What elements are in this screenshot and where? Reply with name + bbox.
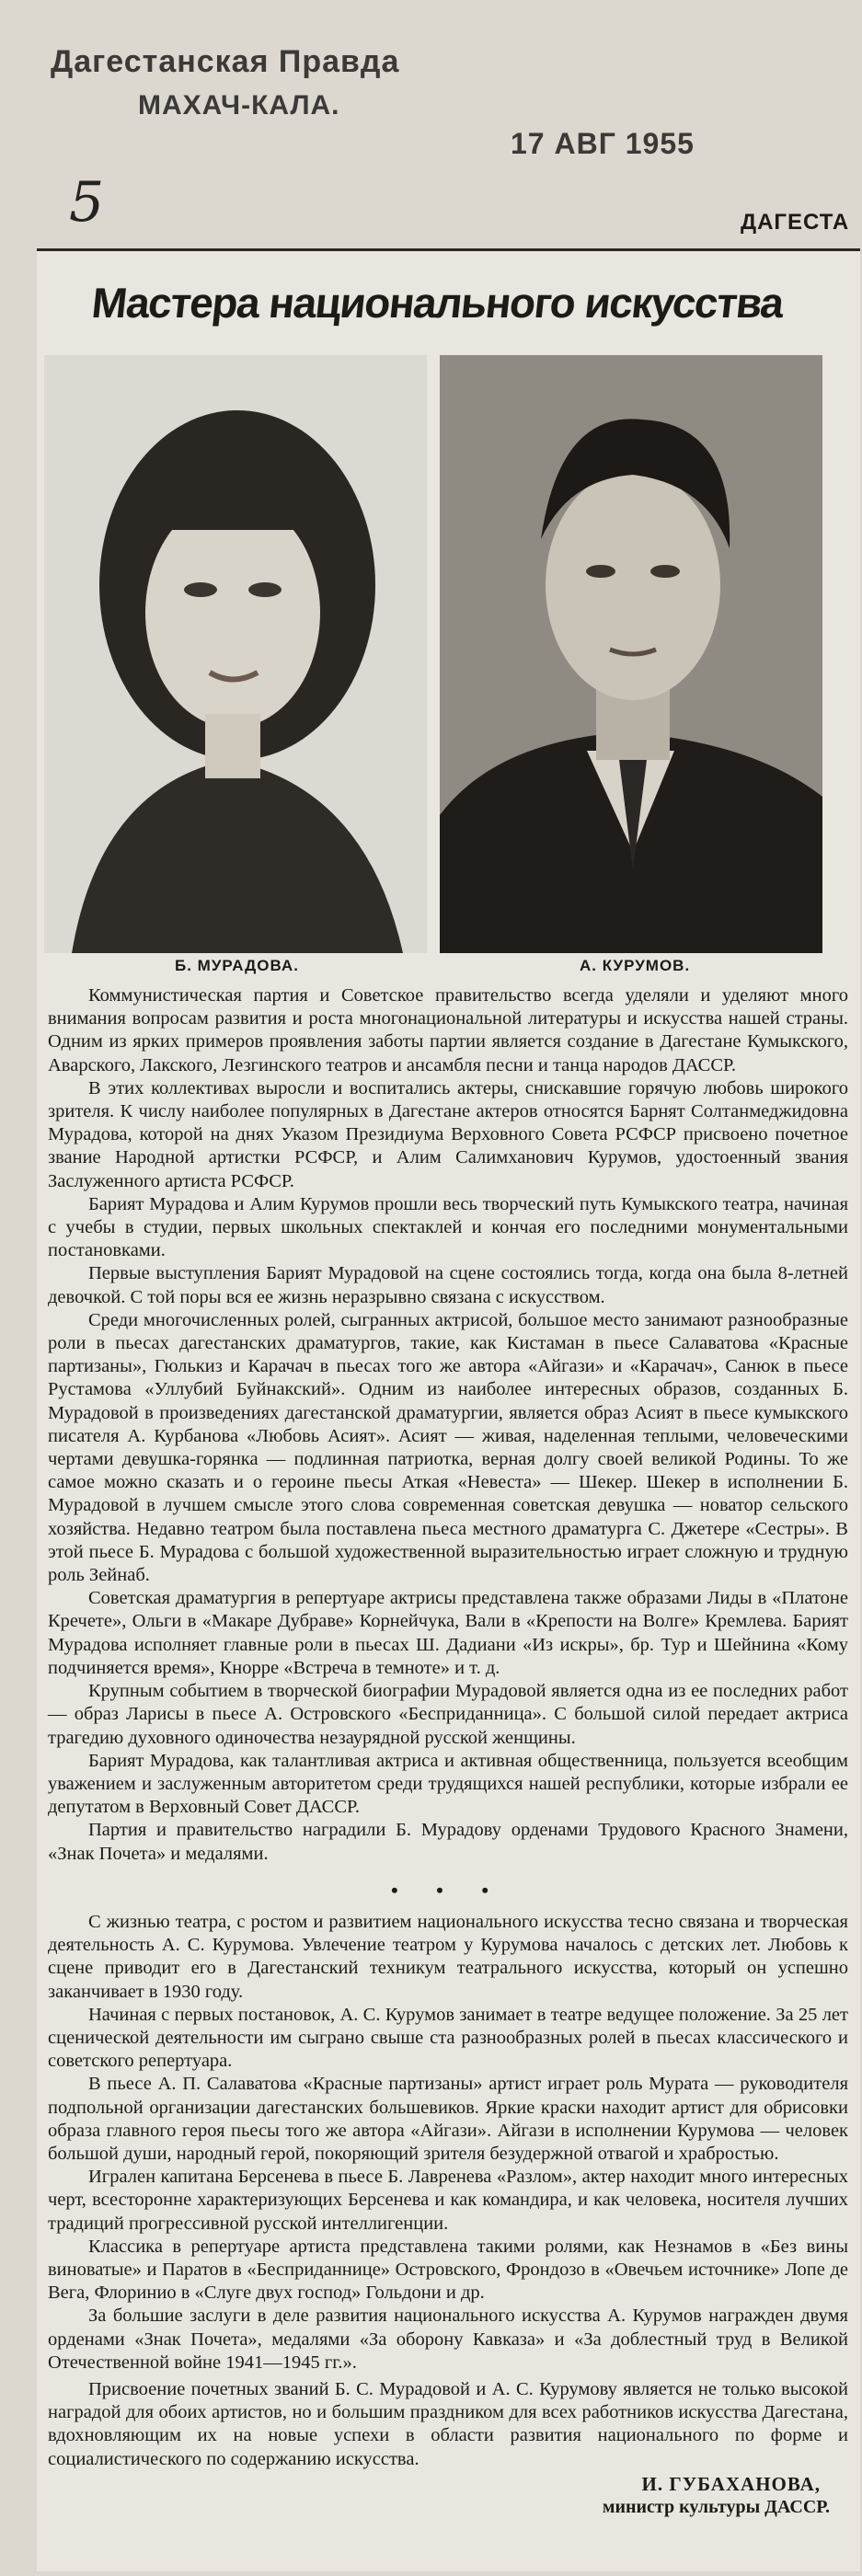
caption-muradova: Б. МУРАДОВА.	[175, 957, 299, 974]
paragraph: Среди многочисленных ролей, сыгранных актрисой, большое место занимают разнообразные роли в пьесах дагестанских драматургов, такие, как Кистаман в пьесе Салаватова «Красные партизаны», Гюлькиз и Карачач в пьесах того же автора «Айгази» и «Карачач», Санюк в пьесе Рустамова «Уллубий Буйнакский». Одним из наиболее интересных образов, созданных Б. Мурадовой в произведениях дагестанской драматургии, является образ Асият в пьесе кумыкского писателя А. Курбанова «Любовь Асият». Асият — живая, наделенная теплыми, человеческими чертами девушка-горянка — подлинная патриотка, верная долгу своей великой Родины. То же самое можно сказать и о героине пьесы Аткая «Невеста» — Шекер. Шекер в исполнении Б. Мурадовой в лучшем смысле этого слова современная советская девушка — новатор сельского хозяйства. Недавно театром была поставлена пьеса местного драматурга С. Джетере «Сестры». В этой пьесе Б. Мурадова с большой художественной выразительностью играет сложную и трудную роль Зейнаб.	[48, 1309, 848, 1586]
author-title: министр культуры ДАССР.	[602, 2497, 830, 2517]
handwritten-number: 5	[69, 170, 105, 235]
paragraph: Барият Мурадова и Алим Курумов прошли весь творческий путь Кумыкского театра, начиная с учебы в студии, первых школьных спектаклей и кончая его последними монументальными постановками.	[48, 1193, 848, 1261]
archive-stamp-date: 17 АВГ 1955	[511, 127, 695, 160]
paragraph: Советская драматургия в репертуаре актрисы представлена также образами Лиды в «Платоне Кречете», Ольги в «Макаре Дубраве» Корнейчука, Вали в «Крепости на Волге» Кремлева. Барият Мурадова исполняет главные роли в пьесах Ш. Дадиани «Из искры», бр. Тур и Шейнина «Кому подчиняется время», Кнорре «Встреча в темноте» и т. д.	[48, 1588, 848, 1678]
paragraph: За большие заслуги в деле развития национального искусства А. Курумов награжден двумя орденами «Знак Почета», медалями «За оборону Кавказа» и «За доблестный труд в Великой Отечественной войне 1941—1945 гг.».	[48, 2306, 848, 2373]
portrait-photo-muradova	[44, 355, 427, 953]
caption-kurumov: А. КУРУМОВ.	[580, 957, 691, 974]
paragraph: Коммунистическая партия и Советское правительство всегда уделяли и уделяют много внимания вопросам развития и роста многонациональной литературы и искусства нашей страны. Одним из ярких примеров проявления заботы партии является создание в Дагестане Кумыкского, Аварского, Лакского, Лезгинского театров и ансамбля песни и танца народов ДАССР.	[48, 985, 848, 1075]
archive-stamp-city: МАХАЧ-КАЛА.	[138, 90, 340, 121]
top-rule	[37, 248, 860, 251]
author-signature: И. ГУБАХАНОВА,	[641, 2472, 821, 2495]
paragraph: Барият Мурадова, как талантливая актриса и активная общественница, пользуется всеобщим уважением и заслуженным авторитетом среди трудящихся нашей республики, которые избрали ее депутатом в Верховный Совет ДАССР.	[48, 1750, 848, 1818]
portrait-woman-image	[44, 355, 427, 953]
section-separator: • • •	[390, 1878, 506, 1902]
paragraph: С жизнью театра, с ростом и развитием национального искусства тесно связана и творческая деятельность А. С. Курумова. Увлечение театром у Курумова началось с детских лет. Любовь к сцене приводит его в Дагестанский техникум театрального искусства, который он успешно заканчивает в 1930 году.	[48, 1911, 848, 2002]
newspaper-header-fragment: ДАГЕСТА	[741, 210, 850, 235]
paragraph: Присвоение почетных званий Б. С. Мурадовой и А. С. Курумову является не только высокой наградой для обоих артистов, но и большим праздником для всех работников искусства Дагестана, вдохновляющим их на новые успехи в области развития национального по форме и социалистического по содержанию искусства.	[48, 2378, 848, 2469]
paragraph: Начиная с первых постановок, А. С. Курумов занимает в театре ведущее положение. За 25 лет сценической деятельности им сыграно свыше ста разнообразных ролей в пьесах классического и советского репертуара.	[48, 2004, 848, 2072]
paragraph: Классика в репертуаре артиста представлена такими ролями, как Незнамов в «Без вины виноватые» и Паратов в «Бесприданнице» Островского, Фрондозо в «Овечьем источнике» Лопе де Вега, Флоринио в «Слуге двух господ» Гольдони и др.	[48, 2236, 848, 2304]
paragraph: Первые выступления Барият Мурадовой на сцене состоялись тогда, когда она была 8-летней девочкой. С той поры вся ее жизнь неразрывно связана с искусством.	[48, 1263, 848, 1307]
paragraph: В этих коллективах выросли и воспитались актеры, снискавшие горячую любовь широкого зрителя. К числу наиболее популярных в Дагестане актеров относятся Барнят Солтанмеджидовна Мурадова, которой на днях Указом Президиума Верховного Совета РСФСР присвоено почетное звание Народной артистки РСФСР, и Алим Салимханович Курумов, удостоенный звания Заслуженного артиста РСФСР.	[48, 1077, 848, 1191]
portrait-man-image	[440, 355, 822, 953]
portrait-photo-kurumov	[440, 355, 822, 953]
newspaper-clipping	[37, 248, 860, 2571]
paragraph: Игрален капитана Берсенева в пьесе Б. Лавренева «Разлом», актер находит много интересных черт, всесторонне характеризующих Берсенева и как командира, и как человека, носителя лучших традиций прогрессивной русской интеллигенции.	[48, 2167, 848, 2234]
paragraph: Крупным событием в творческой биографии Мурадовой является одна из ее последних работ — образ Ларисы в пьесе А. Островского «Бесприданница». С большой силой передает актриса трагедию духовного одиночества незаурядной русской женщины.	[48, 1681, 848, 1748]
article-headline: Мастера национального искусства	[89, 279, 786, 327]
paragraph: Партия и правительство наградили Б. Мурадову орденами Трудового Красного Знамени, «Знак Почета» и медалями.	[48, 1820, 848, 1864]
archive-stamp-paper: Дагестанская Правда	[51, 44, 400, 79]
article-body	[48, 984, 848, 2519]
paragraph: В пьесе А. П. Салаватова «Красные партизаны» артист играет роль Мурата — руководителя подпольной организации дагестанских большевиков. Яркие краски находит артист для обрисовки образа главного героя пьесы того же автора «Айгази». Айгази в исполнении Курумова — человек большой души, народный герой, покоряющий зрителя безудержной отвагой и храбростью.	[48, 2074, 848, 2164]
